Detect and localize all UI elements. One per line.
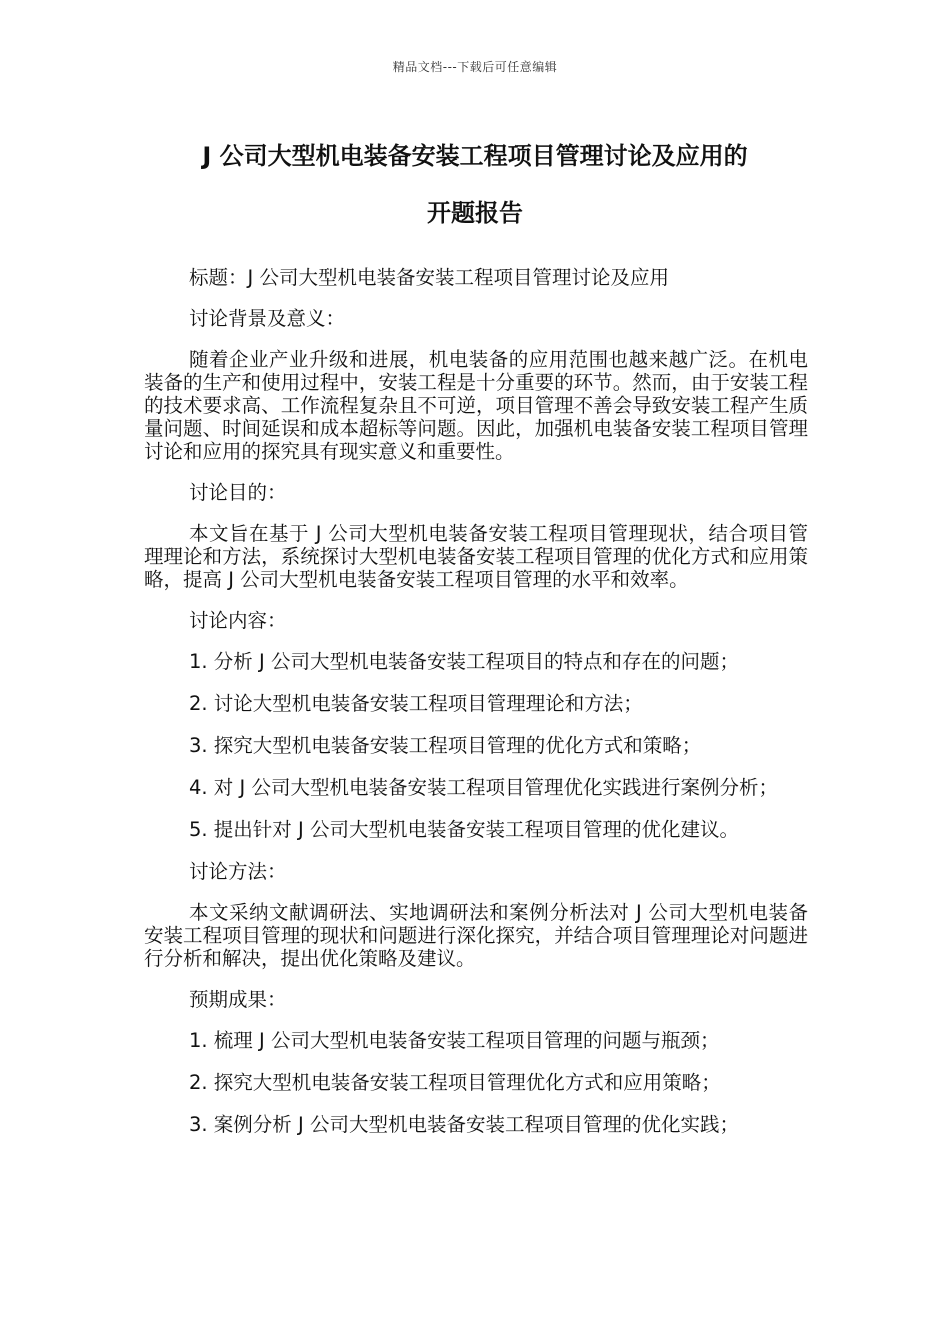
subject-line: 标题：J 公司大型机电装备安装工程项目管理讨论及应用: [189, 266, 669, 289]
results-heading: 预期成果：: [189, 988, 287, 1011]
background-heading: 讨论背景及意义：: [189, 307, 346, 330]
content-item: 5. 提出针对 J 公司大型机电装备安装工程项目管理的优化建议。: [189, 818, 739, 841]
document-body: [144, 266, 808, 1155]
header-note: 精品文档---下载后可任意编辑: [392, 60, 558, 74]
content-item: 3. 探究大型机电装备安装工程项目管理的优化方式和策略；: [189, 734, 702, 757]
title-line-2: 开题报告: [427, 199, 523, 227]
title-line-1: J 公司大型机电装备安装工程项目管理讨论及应用的: [202, 142, 748, 170]
content-item: 4. 对 J 公司大型机电装备安装工程项目管理优化实践进行案例分析；: [189, 776, 778, 799]
background-paragraph: 随着企业产业升级和进展，机电装备的应用范围也越来越广泛。在机电装备的生产和使用过程中，安装工程是十分重要的环节。然而，由于安装工程的技术要求高、工作流程复杂且不可逆，项目管理不善会导致安装工程产生质量问题、时间延误和成本超标等问题。因此，加强机电装备安装工程项目管理讨论和应用的探究具有现实意义和重要性。: [144, 348, 808, 463]
method-paragraph: 本文采纳文献调研法、实地调研法和案例分析法对 J 公司大型机电装备安装工程项目管理的现状和问题进行深化探究，并结合项目管理理论对问题进行分析和解决，提出优化策略及建议。: [144, 901, 808, 970]
purpose-paragraph: 本文旨在基于 J 公司大型机电装备安装工程项目管理现状，结合项目管理理论和方法，系统探讨大型机电装备安装工程项目管理的优化方式和应用策略，提高 J 公司大型机电装备安装工程项目管理的水平和效率。: [144, 522, 808, 591]
document-title: [110, 128, 840, 242]
results-item: 1. 梳理 J 公司大型机电装备安装工程项目管理的问题与瓶颈；: [189, 1029, 720, 1052]
results-item: 3. 案例分析 J 公司大型机电装备安装工程项目管理的优化实践；: [189, 1113, 739, 1136]
method-heading: 讨论方法：: [189, 860, 287, 883]
content-item: 1. 分析 J 公司大型机电装备安装工程项目的特点和存在的问题；: [189, 650, 739, 673]
results-item: 2. 探究大型机电装备安装工程项目管理优化方式和应用策略；: [189, 1071, 721, 1094]
purpose-heading: 讨论目的：: [189, 481, 287, 504]
content-item: 2. 讨论大型机电装备安装工程项目管理理论和方法；: [189, 692, 643, 715]
content-heading: 讨论内容：: [189, 609, 287, 632]
